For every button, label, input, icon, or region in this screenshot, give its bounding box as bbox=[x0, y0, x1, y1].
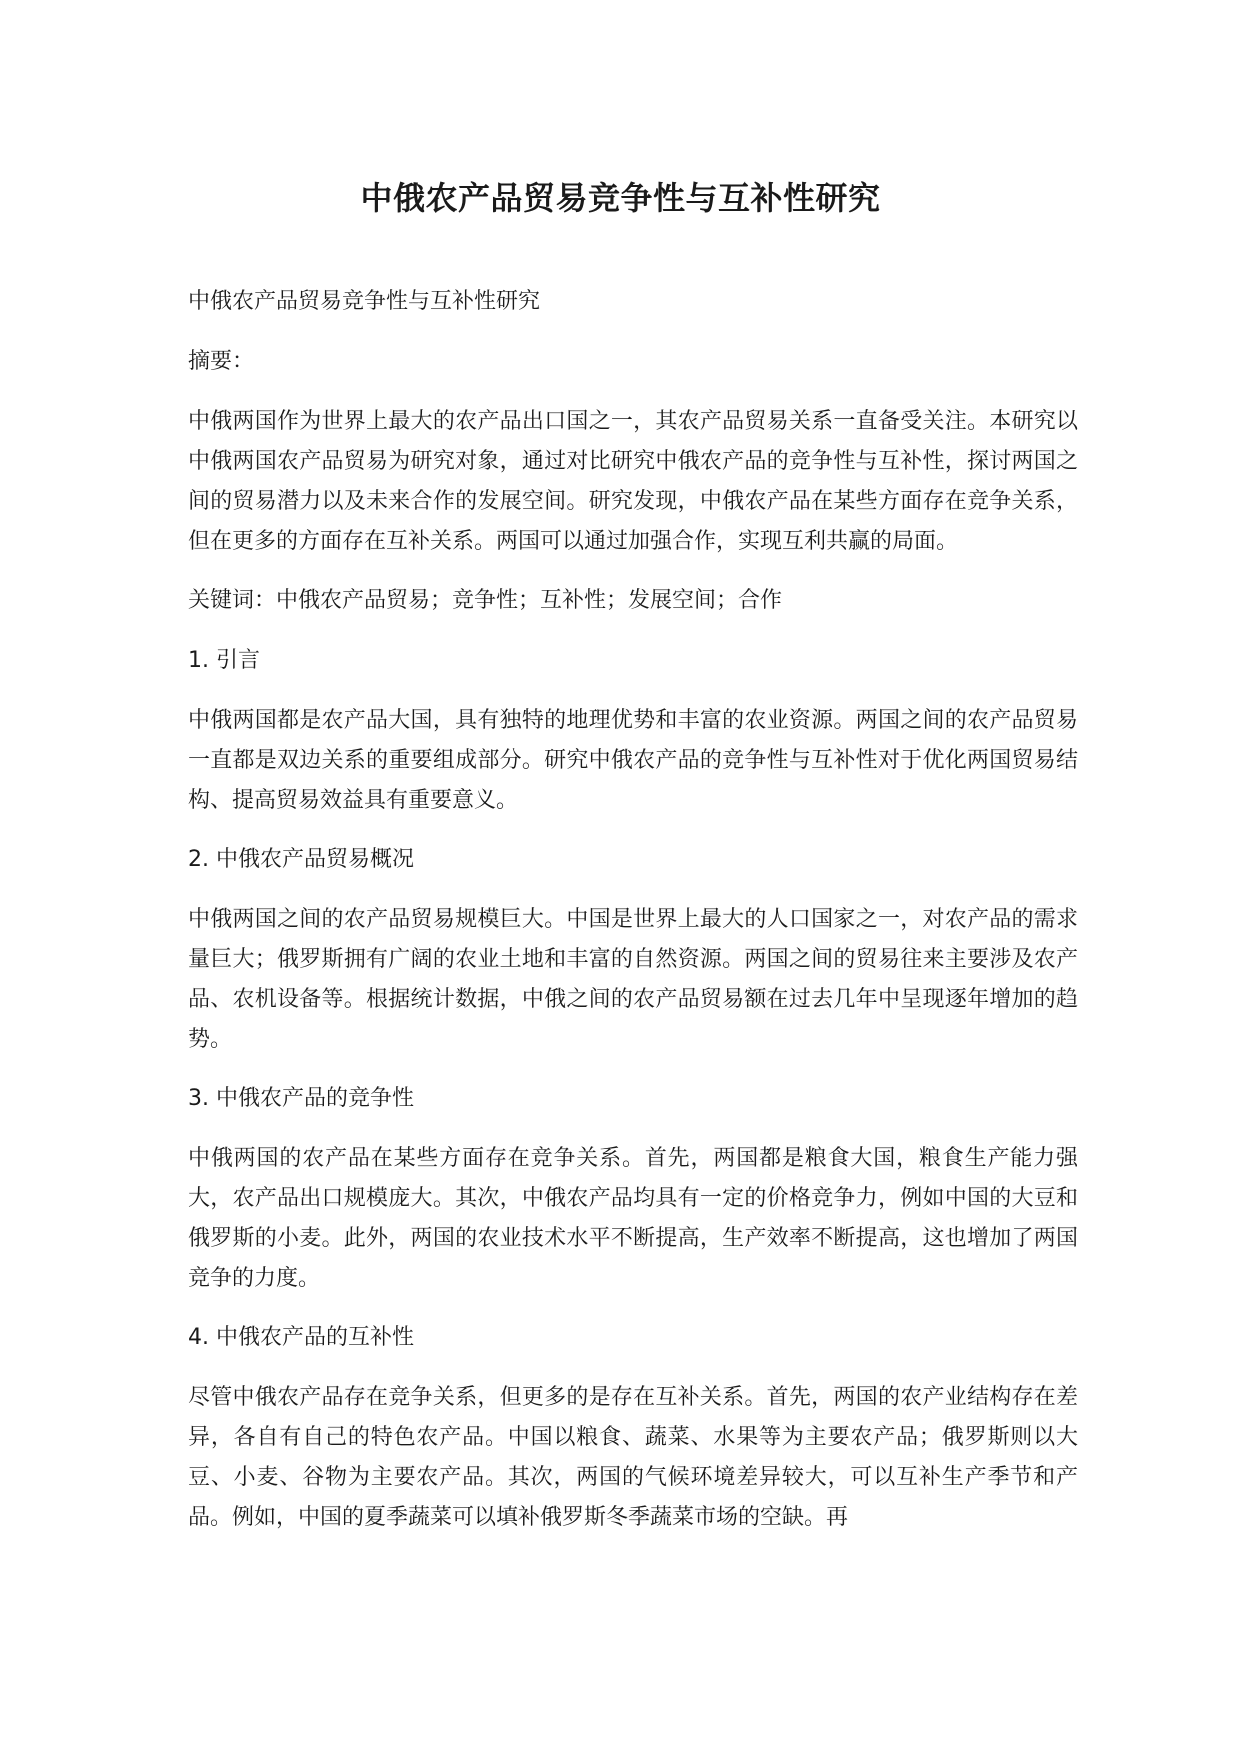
section-heading: 3. 中俄农产品的竞争性 bbox=[188, 1086, 414, 1111]
section-heading: 4. 中俄农产品的互补性 bbox=[188, 1325, 414, 1350]
document-subtitle: 中俄农产品贸易竞争性与互补性研究 bbox=[188, 289, 541, 314]
keywords: 关键词：中俄农产品贸易；竞争性；互补性；发展空间；合作 bbox=[188, 588, 783, 613]
section-body: 中俄两国之间的农产品贸易规模巨大。中国是世界上最大的人口国家之一，对农产品的需求量巨大；俄罗斯拥有广阔的农业土地和丰富的自然资源。两国之间的贸易往来主要涉及农产品、农机设备等。根据统计数据，中俄之间的农产品贸易额在过去几年中呈现逐年增加的趋势。 bbox=[188, 907, 1078, 1052]
section-heading: 1. 引言 bbox=[188, 648, 260, 673]
section-body: 中俄两国都是农产品大国，具有独特的地理优势和丰富的农业资源。两国之间的农产品贸易一直都是双边关系的重要组成部分。研究中俄农产品的竞争性与互补性对于优化两国贸易结构、提高贸易效益具有重要意义。 bbox=[188, 708, 1078, 813]
section-body: 中俄两国的农产品在某些方面存在竞争关系。首先，两国都是粮食大国，粮食生产能力强大，农产品出口规模庞大。其次，中俄农产品均具有一定的价格竞争力，例如中国的大豆和俄罗斯的小麦。此外，两国的农业技术水平不断提高，生产效率不断提高，这也增加了两国竞争的力度。 bbox=[188, 1146, 1078, 1291]
document-body bbox=[188, 282, 1078, 1557]
document-title: 中俄农产品贸易竞争性与互补性研究 bbox=[360, 179, 881, 217]
abstract-label: 摘要： bbox=[188, 349, 255, 374]
section-body: 尽管中俄农产品存在竞争关系，但更多的是存在互补关系。首先，两国的农产业结构存在差异，各自有自己的特色农产品。中国以粮食、蔬菜、水果等为主要农产品；俄罗斯则以大豆、小麦、谷物为主要农产品。其次，两国的气候环境差异较大，可以互补生产季节和产品。例如，中国的夏季蔬菜可以填补俄罗斯冬季蔬菜市场的空缺。再 bbox=[188, 1385, 1078, 1530]
section-heading: 2. 中俄农产品贸易概况 bbox=[188, 847, 414, 872]
abstract-text: 中俄两国作为世界上最大的农产品出口国之一，其农产品贸易关系一直备受关注。本研究以中俄两国农产品贸易为研究对象，通过对比研究中俄农产品的竞争性与互补性，探讨两国之间的贸易潜力以及未来合作的发展空间。研究发现，中俄农产品在某些方面存在竞争关系，但在更多的方面存在互补关系。两国可以通过加强合作，实现互利共赢的局面。 bbox=[188, 409, 1078, 554]
